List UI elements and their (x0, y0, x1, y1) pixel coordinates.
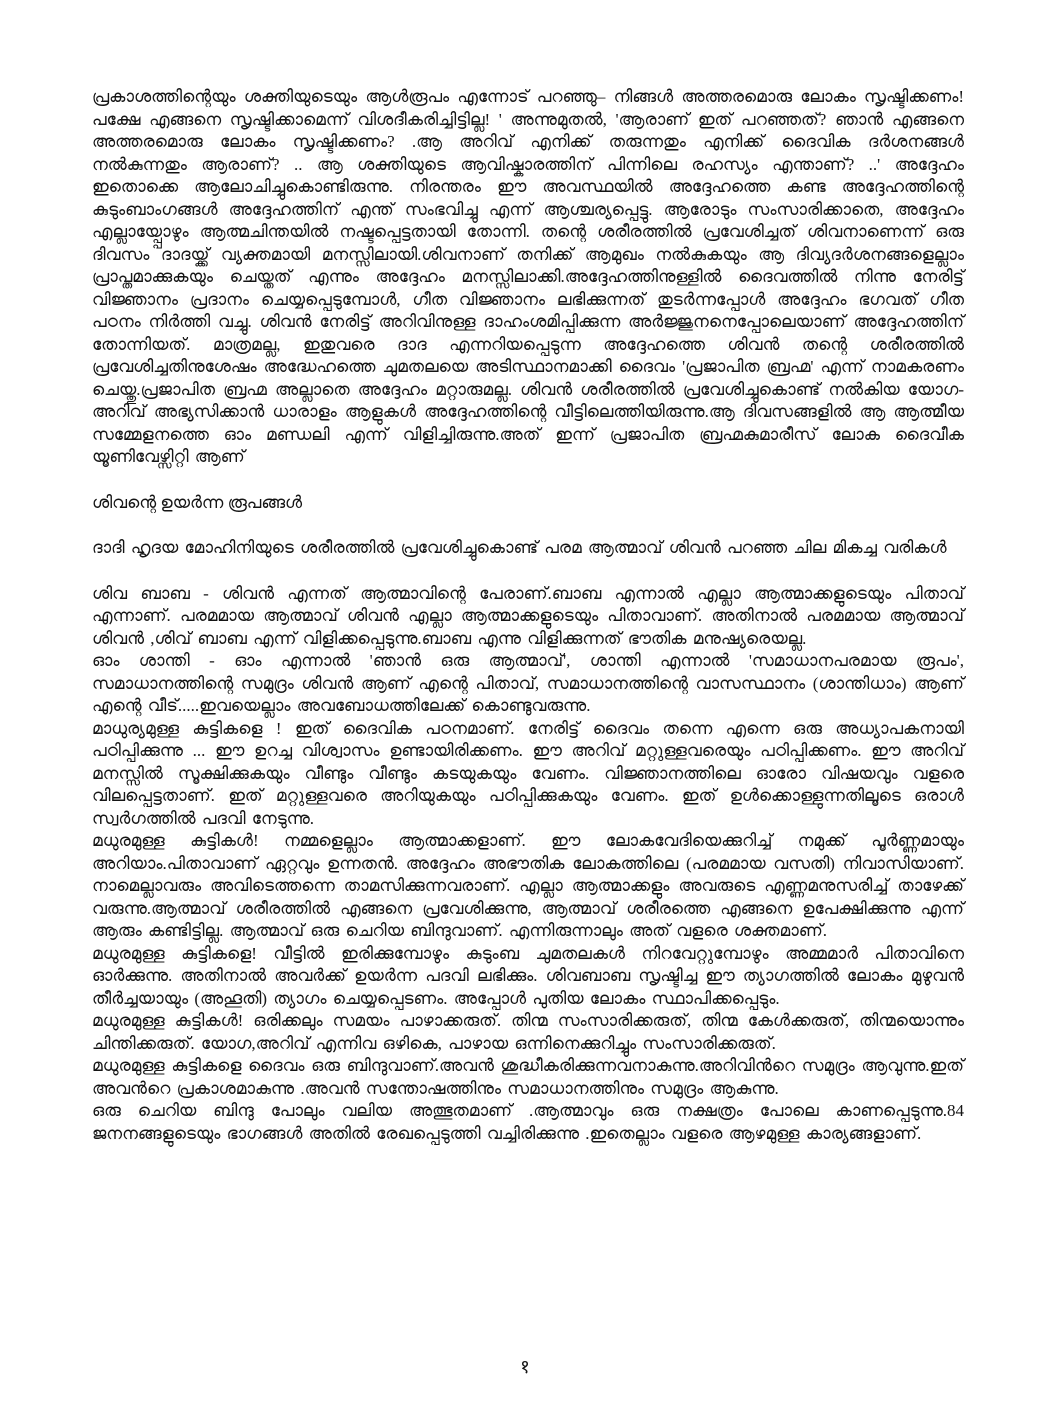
paragraph: ശിവ ബാബ - ശിവൻ എന്നത് ആത്മാവിന്റെ പേരാണ്.ബാബ എന്നാൽ എല്ലാ ആത്മാക്കളുടെയും പിതാവ് എന്നാണ്. പരമമായ ആത്മാവ് ശിവൻ എല്ലാ ആത്മാക്കളുടെയും പിതാവാണ്. അതിനാൽ പരമമായ ആത്മാവ് ശിവൻ ,ശിവ് ബാബ എന്ന് വിളിക്കപ്പെടുന്നു.ബാബ എന്നു വിളിക്കുന്നത് ഭൗതിക മനുഷ്യരെയല്ല. (92, 583, 964, 648)
paragraph: മധുരമുള്ള കുട്ടികളെ! വീട്ടിൽ ഇരിക്കുമ്പോഴും കുടുംബ ചുമതലകൾ നിറവേറ്റുമ്പോഴും അമ്മമാർ പിതാവിനെ ഓർക്കുന്നു. അതിനാൽ അവർക്ക് ഉയർന്ന പദവി ലഭിക്കും. ശിവബാബ സൃഷ്ടിച്ച ഈ ത്യാഗത്തിൽ ലോകം മുഴുവൻ തീർച്ചയായും (അഹൂതി) ത്യാഗം ചെയ്യപ്പെടണം. അപ്പോൾ പുതിയ ലോകം സ്ഥാപിക്കപ്പെടും. (92, 943, 964, 1008)
page-number: १ (520, 1357, 530, 1378)
paragraph: ഒരു ചെറിയ ബിന്ദു പോലും വലിയ അത്ഭുതമാണ് .ആത്മാവും ഒരു നക്ഷത്രം പോലെ കാണപ്പെടുന്നു.84 ജനനങ്ങളുടെയും ഭാഗങ്ങൾ അതിൽ രേഖപ്പെടുത്തി വച്ചിരിക്കുന്നു .ഇതെല്ലാം വളരെ ആഴമുള്ള കാര്യങ്ങളാണ്. (92, 1101, 964, 1143)
paragraph: മാധുര്യമുള്ള കുട്ടികളെ ! ഇത് ദൈവിക പഠനമാണ്. നേരിട്ട് ദൈവം തന്നെ എന്നെ ഒരു അധ്യാപകനായി പഠിപ്പിക്കുന്നു ... ഈ ഉറച്ച വിശ്വാസം ഉണ്ടായിരിക്കണം. ഈ അറിവ് മറ്റുള്ളവരെയും പഠിപ്പിക്കണം. ഈ അറിവ് മനസ്സിൽ സൂക്ഷിക്കുകയും വീണ്ടും വീണ്ടും കടയുകയും വേണം. വിജ്ഞാനത്തിലെ ഓരോ വിഷയവും വളരെ വിലപ്പെട്ടതാണ്. ഇത് മറ്റുള്ളവരെ അറിയുകയും പഠിപ്പിക്കുകയും വേണം. ഇത് ഉൾക്കൊള്ളുന്നതിലൂടെ ഒരാൾ സ്വർഗത്തിൽ പദവി നേടുന്നു. (92, 718, 964, 828)
paragraph: പ്രകാശത്തിന്റെയും ശക്തിയുടെയും ആൾരൂപം എന്നോട് പറഞ്ഞു– നിങ്ങൾ അത്തരമൊരു ലോകം സൃഷ്ടിക്കണം! പക്ഷേ എങ്ങനെ സൃഷ്ടിക്കാമെന്ന് വിശദീകരിച്ചിട്ടില്ല! ' അന്നുമുതൽ, 'ആരാണ് ഇത് പറഞ്ഞത്? ഞാൻ എങ്ങനെ അത്തരമൊരു ലോകം സൃഷ്ടിക്കണം? .ആ അറിവ് എനിക്ക് തരുന്നതും എനിക്ക് ദൈവിക ദർശനങ്ങൾ നൽകുന്നതും ആരാണ്? .. ആ ശക്തിയുടെ ആവിഷ്കാരത്തിന് പിന്നിലെ രഹസ്യം എന്താണ്? ..' അദ്ദേഹം ഇതൊക്കെ ആലോചിച്ചുകൊണ്ടിരുന്നു. നിരന്തരം ഈ അവസ്ഥയിൽ അദ്ദേഹത്തെ കണ്ട അദ്ദേഹത്തിന്റെ കുടുംബാംഗങ്ങൾ അദ്ദേഹത്തിന് എന്ത് സംഭവിച്ചു എന്ന് ആശ്ചര്യപ്പെട്ടു. ആരോടും സംസാരിക്കാതെ, അദ്ദേഹം എല്ലായ്പ്പോഴും ആത്മചിന്തയിൽ നഷ്ടപ്പെട്ടതായി തോന്നി. തന്റെ ശരീരത്തിൽ പ്രവേശിച്ചത് ശിവനാണെന്ന് ഒരു ദിവസം ദാദയ്ക്ക് വ്യക്തമായി മനസ്സിലായി.ശിവനാണ് തനിക്ക് ആമുഖം നൽകുകയും ആ ദിവ്യദർശനങ്ങളെല്ലാം പ്രാപ്തമാക്കുകയും ചെയ്തത് എന്നും അദ്ദേഹം മനസ്സിലാക്കി.അദ്ദേഹത്തിനുള്ളിൽ ദൈവത്തിൽ നിന്നു നേരിട്ട് വിജ്ഞാനം പ്രദാനം ചെയ്യപ്പെടുമ്പോൾ, ഗീത വിജ്ഞാനം ലഭിക്കുന്നത് തുടർന്നപ്പോൾ അദ്ദേഹം ഭഗവത് ഗീത പഠനം നിർത്തി വച്ചു. ശിവൻ നേരിട്ട് അറിവിനുള്ള ദാഹംശമിപ്പിക്കുന്ന അർജ്ജുനനെപ്പോലെയാണ് അദ്ദേഹത്തിന് തോന്നിയത്. മാത്രമല്ല, ഇതുവരെ ദാദ എന്നറിയപ്പെടുന്ന അദ്ദേഹത്തെ ശിവൻ തന്റെ ശരീരത്തിൽ പ്രവേശിച്ചതിനുശേഷം അദ്ധേഹത്തെ ചുമതലയെ അടിസ്ഥാനമാക്കി ദൈവം 'പ്രജാപിത ബ്രഹ്മ' എന്ന് നാമകരണം ചെയ്തു.പ്രജാപിത ബ്രഹ്മ അല്ലാതെ അദ്ദേഹം മറ്റാരുമല്ല. ശിവൻ ശരീരത്തിൽ പ്രവേശിച്ചുകൊണ്ട് നൽകിയ യോഗ-അറിവ് അഭ്യസിക്കാൻ ധാരാളം ആളുകൾ അദ്ദേഹത്തിന്റെ വീട്ടിലെത്തിയിരുന്നു.ആ ദിവസങ്ങളിൽ ആ ആത്മീയ സമ്മേളനത്തെ ഓം മണ്ഡലി എന്ന് വിളിച്ചിരുന്നു.അത് ഇന്ന് പ്രജാപിത ബ്രഹ്മകുമാരീസ് ലോക ദൈവീക യൂണിവേഴ്സിറ്റി ആണ് (92, 87, 964, 466)
section-heading: ശിവന്റെ ഉയർന്ന രൂപങ്ങൾ (92, 492, 303, 512)
paragraph: ഓം ശാന്തി - ഓം എന്നാൽ 'ഞാൻ ഒരു ആത്മാവ്', ശാന്തി എന്നാൽ 'സമാധാനപരമായ രൂപം', സമാധാനത്തിന്റെ സമുദ്രം ശിവൻ ആണ് എന്റെ പിതാവ്, സമാധാനത്തിന്റെ വാസസ്ഥാനം (ശാന്തിധാം) ആണ് എന്റെ വീട്.....ഇവയെല്ലാം അവബോധത്തിലേക്ക് കൊണ്ടുവരുന്നു. (92, 651, 964, 715)
paragraph: മധുരമുള്ള കുട്ടികളെ ദൈവം ഒരു ബിന്ദുവാണ്.അവൻ ശുദ്ധീകരിക്കുന്നവനാകുന്നു.അറിവിൻറെ സമുദ്രം ആവുന്നു.ഇത് അവൻറെ പ്രകാശമാകുന്നു .അവൻ സന്തോഷത്തിനും സമാധാനത്തിനും സമുദ്രം ആകുന്നു. (92, 1056, 964, 1098)
document-text-column (92, 86, 964, 1145)
paragraph: മധുരമുള്ള കുട്ടികൾ! ഒരിക്കലും സമയം പാഴാക്കരുത്. തിന്മ സംസാരിക്കരുത്, തിന്മ കേൾക്കരുത്, തിന്മയൊന്നും ചിന്തിക്കരുത്. യോഗ,അറിവ് എന്നിവ ഒഴികെ, പാഴായ ഒന്നിനെക്കുറിച്ചും സംസാരിക്കരുത്. (92, 1011, 964, 1053)
paragraph: ദാദി ഹൃദയ മോഹിനിയുടെ ശരീരത്തിൽ പ്രവേശിച്ചുകൊണ്ട് പരമ ആത്മാവ് ശിവൻ പറഞ്ഞ ചില മികച്ച വരികൾ (92, 538, 947, 557)
paragraph: മധുരമുള്ള കുട്ടികൾ! നമ്മളെല്ലാം ആത്മാക്കളാണ്. ഈ ലോകവേദിയെക്കുറിച്ച് നമുക്ക് പൂർണ്ണമായും അറിയാം.പിതാവാണ് ഏറ്റവും ഉന്നതൻ. അദ്ദേഹം അഭൗതിക ലോകത്തിലെ (പരമമായ വസതി) നിവാസിയാണ്. നാമെല്ലാവരും അവിടെത്തന്നെ താമസിക്കുന്നവരാണ്. എല്ലാ ആത്മാക്കളും അവരുടെ എണ്ണമനുസരിച്ച് താഴേക്ക് വരുന്നു.ആത്മാവ് ശരീരത്തിൽ എങ്ങനെ പ്രവേശിക്കുന്നു, ആത്മാവ് ശരീരത്തെ എങ്ങനെ ഉപേക്ഷിക്കുന്നു എന്ന് ആരും കണ്ടിട്ടില്ല. ആത്മാവ് ഒരു ചെറിയ ബിന്ദുവാണ്. എന്നിരുന്നാലും അത് വളരെ ശക്തമാണ്. (92, 831, 964, 940)
